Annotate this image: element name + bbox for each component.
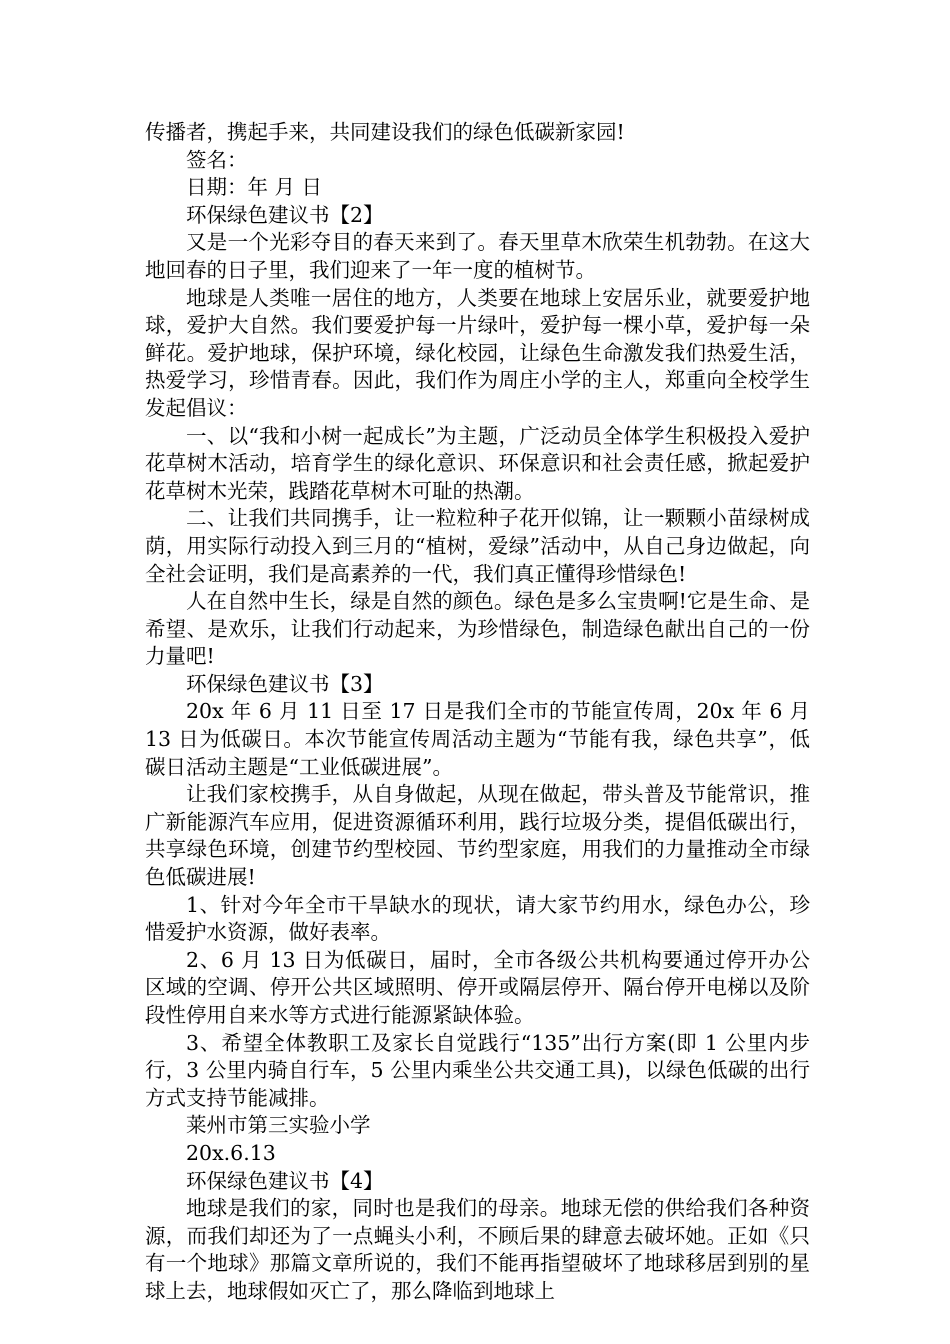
section-heading-4: 环保绿色建议书【4】 — [186, 1168, 384, 1193]
paragraph: 3、希望全体教职工及家长自觉践行“135”出行方案(即 1 公里内步行，3 公里内骑自行车，5 公里内乘坐公共交通工具)，以绿色低碳的出行方式支持节能减排。 — [145, 1030, 810, 1110]
paragraph: 让我们家校携手，从自身做起，从现在做起，带头普及节能常识，推广新能源汽车应用，促进资源循环利用，践行垃圾分类，提倡低碳出行，共享绿色环境，创建节约型校园、节约型家庭，用我们的力量推动全市绿色低碳进展! — [145, 782, 810, 890]
paragraph: 20x 年 6 月 11 日至 17 日是我们全市的节能宣传周，20x 年 6 月 13 日为低碳日。本次节能宣传周活动主题为“节能有我，绿色共享”，低碳日活动主题是“工业低碳进展”。 — [145, 699, 810, 779]
paragraph: 二、让我们共同携手，让一粒粒种子花开似锦，让一颗颗小苗绿树成荫，用实际行动投入到三月的“植树，爱绿”活动中，从自己身边做起，向全社会证明，我们是高素养的一代，我们真正懂得珍惜绿色! — [145, 506, 810, 586]
text-line: 传播者，携起手来，共同建设我们的绿色低碳新家园! — [145, 120, 625, 144]
school-name: 莱州市第三实验小学 — [186, 1113, 371, 1138]
signature-label: 签名： — [186, 147, 248, 172]
paragraph: 1、针对今年全市干旱缺水的现状，请大家节约用水，绿色办公，珍惜爱护水资源，做好表率。 — [145, 892, 810, 945]
document-page — [145, 119, 810, 1306]
date-label: 日期：年 月 日 — [186, 175, 323, 200]
paragraph: 又是一个光彩夺目的春天来到了。春天里草木欣荣生机勃勃。在这大地回春的日子里，我们迎来了一年一度的植树节。 — [145, 230, 810, 282]
paragraph: 地球是人类唯一居住的地方，人类要在地球上安居乐业，就要爱护地球，爱护大自然。我们要爱护每一片绿叶，爱护每一棵小草，爱护每一朵鲜花。爱护地球，保护环境，绿化校园，让绿色生命激发我们热爱生活，热爱学习，珍惜青春。因此，我们作为周庄小学的主人，郑重向全校学生发起倡议： — [145, 285, 810, 420]
paragraph: 地球是我们的家，同时也是我们的母亲。地球无偿的供给我们各种资源，而我们却还为了一点蝇头小利，不顾后果的肆意去破坏她。正如《只有一个地球》那篇文章所说的，我们不能再指望破坏了地球移居到别的星球上去，地球假如灭亡了，那么降临到地球上 — [145, 1196, 810, 1303]
section-heading-2: 环保绿色建议书【2】 — [186, 202, 384, 227]
paragraph: 一、以“我和小树一起成长”为主题，广泛动员全体学生积极投入爱护花草树木活动，培育学生的绿化意识、环保意识和社会责任感，掀起爱护花草树木光荣，践踏花草树木可耻的热潮。 — [145, 423, 810, 503]
paragraph: 2、6 月 13 日为低碳日，届时，全市各级公共机构要通过停开办公区域的空调、停开公共区域照明、停开或隔层停开、隔台停开电梯以及阶段性停用自来水等方式进行能源紧缺体验。 — [145, 947, 810, 1027]
section-heading-3: 环保绿色建议书【3】 — [186, 671, 384, 696]
document-date: 20x.6.13 — [186, 1140, 276, 1165]
paragraph: 人在自然中生长，绿是自然的颜色。绿色是多么宝贵啊!它是生命、是希望、是欢乐，让我们行动起来，为珍惜绿色，制造绿色献出自己的一份力量吧! — [145, 589, 810, 669]
